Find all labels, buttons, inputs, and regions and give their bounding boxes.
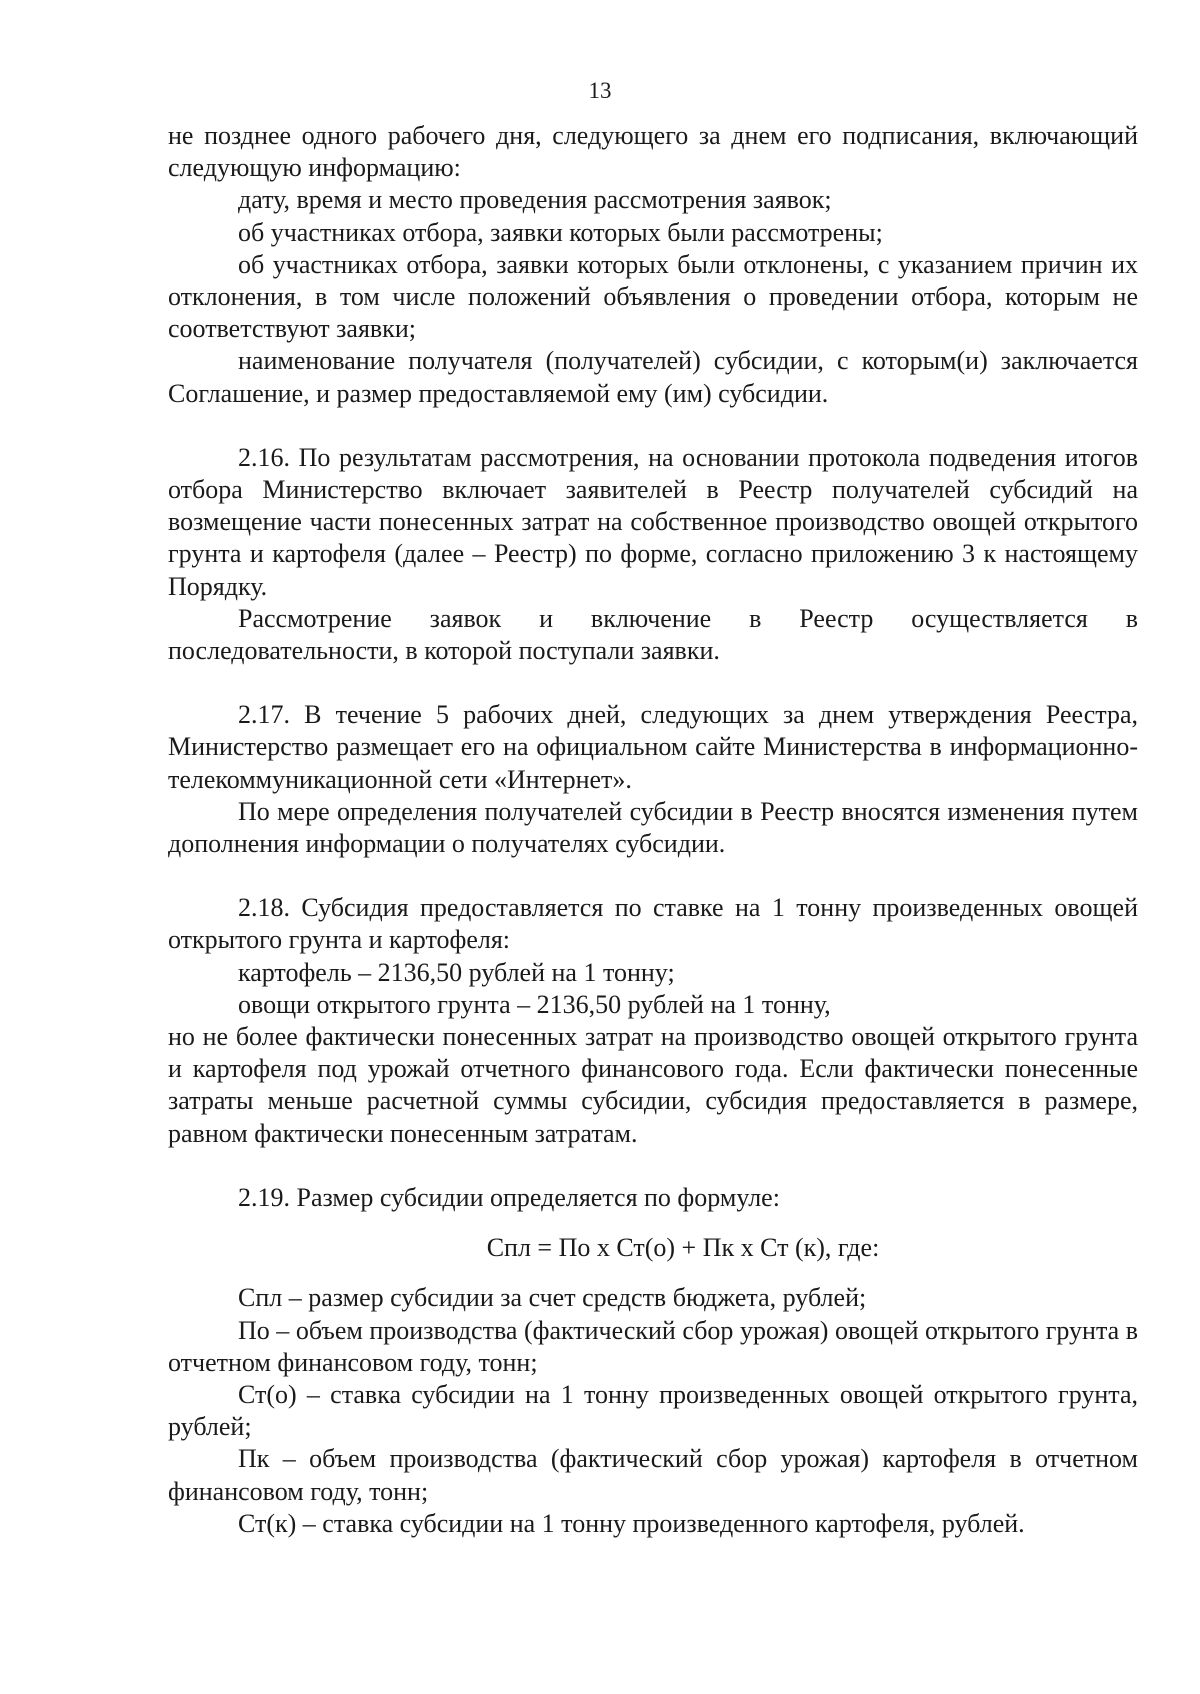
paragraph-continuation: но не более фактически понесенных затрат на производство овощей открытого грунта и картофеля под урожай отчетного финансового года. Если фактически понесенные затраты меньше расчетной суммы субсидии, субсидия предоставляется в размере, равном фактически понесенным затратам. — [168, 1022, 1138, 1148]
paragraph-item: дату, время и место проведения рассмотрения заявок; — [238, 185, 832, 215]
paragraph-item: об участниках отбора, заявки которых были отклонены, с указанием причин их отклонения, в том числе положений объявления о проведении отбора, которым не соответствуют заявки; — [168, 249, 1138, 344]
definition-st-k: Ст(к) – ставка субсидии на 1 тонну произведенного картофеля, рублей. — [238, 1508, 1025, 1538]
rate-vegetables: овощи открытого грунта – 2136,50 рублей на 1 тонну, — [238, 989, 831, 1019]
section-gap — [168, 1150, 1138, 1182]
formula-gap — [168, 1214, 1138, 1232]
paragraph: Рассмотрение заявок и включение в Реестр осуществляется в последовательности, в которой поступали заявки. — [168, 603, 1138, 666]
rate-potato: картофель – 2136,50 рублей на 1 тонну; — [238, 957, 675, 987]
paragraph-item: наименование получателя (получателей) субсидии, с которым(и) заключается Соглашение, и размер предоставляемой ему (им) субсидии. — [168, 346, 1138, 408]
definition-pk: Пк – объем производства (фактический сбор урожая) картофеля в отчетном финансовом году, тонн; — [168, 1444, 1138, 1506]
paragraph: По мере определения получателей субсидии в Реестр вносятся изменения путем дополнения информации о получателях субсидии. — [168, 796, 1138, 859]
clause-2-17: 2.17. В течение 5 рабочих дней, следующих за днем утверждения Реестра, Министерство размещает его на официальном сайте Министерства в информационно-телекоммуникационной сети «Интернет». — [168, 700, 1138, 794]
document-body — [168, 120, 1138, 1540]
clause-2-18: 2.18. Субсидия предоставляется по ставке на 1 тонну произведенных овощей открытого грунта и картофеля: — [168, 893, 1138, 955]
section-gap — [168, 410, 1138, 442]
formula: Спл = По х Ст(о) + Пк х Ст (к), где: — [486, 1233, 880, 1263]
page-number: 13 — [588, 78, 612, 103]
section-gap — [168, 667, 1138, 699]
definition-spl: Спл – размер субсидии за счет средств бюджета, рублей; — [238, 1283, 867, 1313]
clause-2-16: 2.16. По результатам рассмотрения, на основании протокола подведения итогов отбора Министерство включает заявителей в Реестр получателей субсидий на возмещение части понесенных затрат на собственное производство овощей открытого грунта и картофеля (далее – Реестр) по форме, согласно приложению 3 к настоящему Порядку. — [168, 442, 1138, 601]
section-gap — [168, 860, 1138, 892]
clause-2-19: 2.19. Размер субсидии определяется по формуле: — [238, 1182, 780, 1212]
definition-po: По – объем производства (фактический сбор урожая) овощей открытого грунта в отчетном финансовом году, тонн; — [168, 1315, 1138, 1377]
paragraph-item: об участниках отбора, заявки которых были рассмотрены; — [238, 217, 883, 247]
formula-gap — [168, 1264, 1138, 1282]
definition-st-o: Ст(о) – ставка субсидии на 1 тонну произведенных овощей открытого грунта, рублей; — [168, 1379, 1138, 1442]
paragraph-continuation: не позднее одного рабочего дня, следующего за днем его подписания, включающий следующую информацию: — [168, 121, 1138, 183]
